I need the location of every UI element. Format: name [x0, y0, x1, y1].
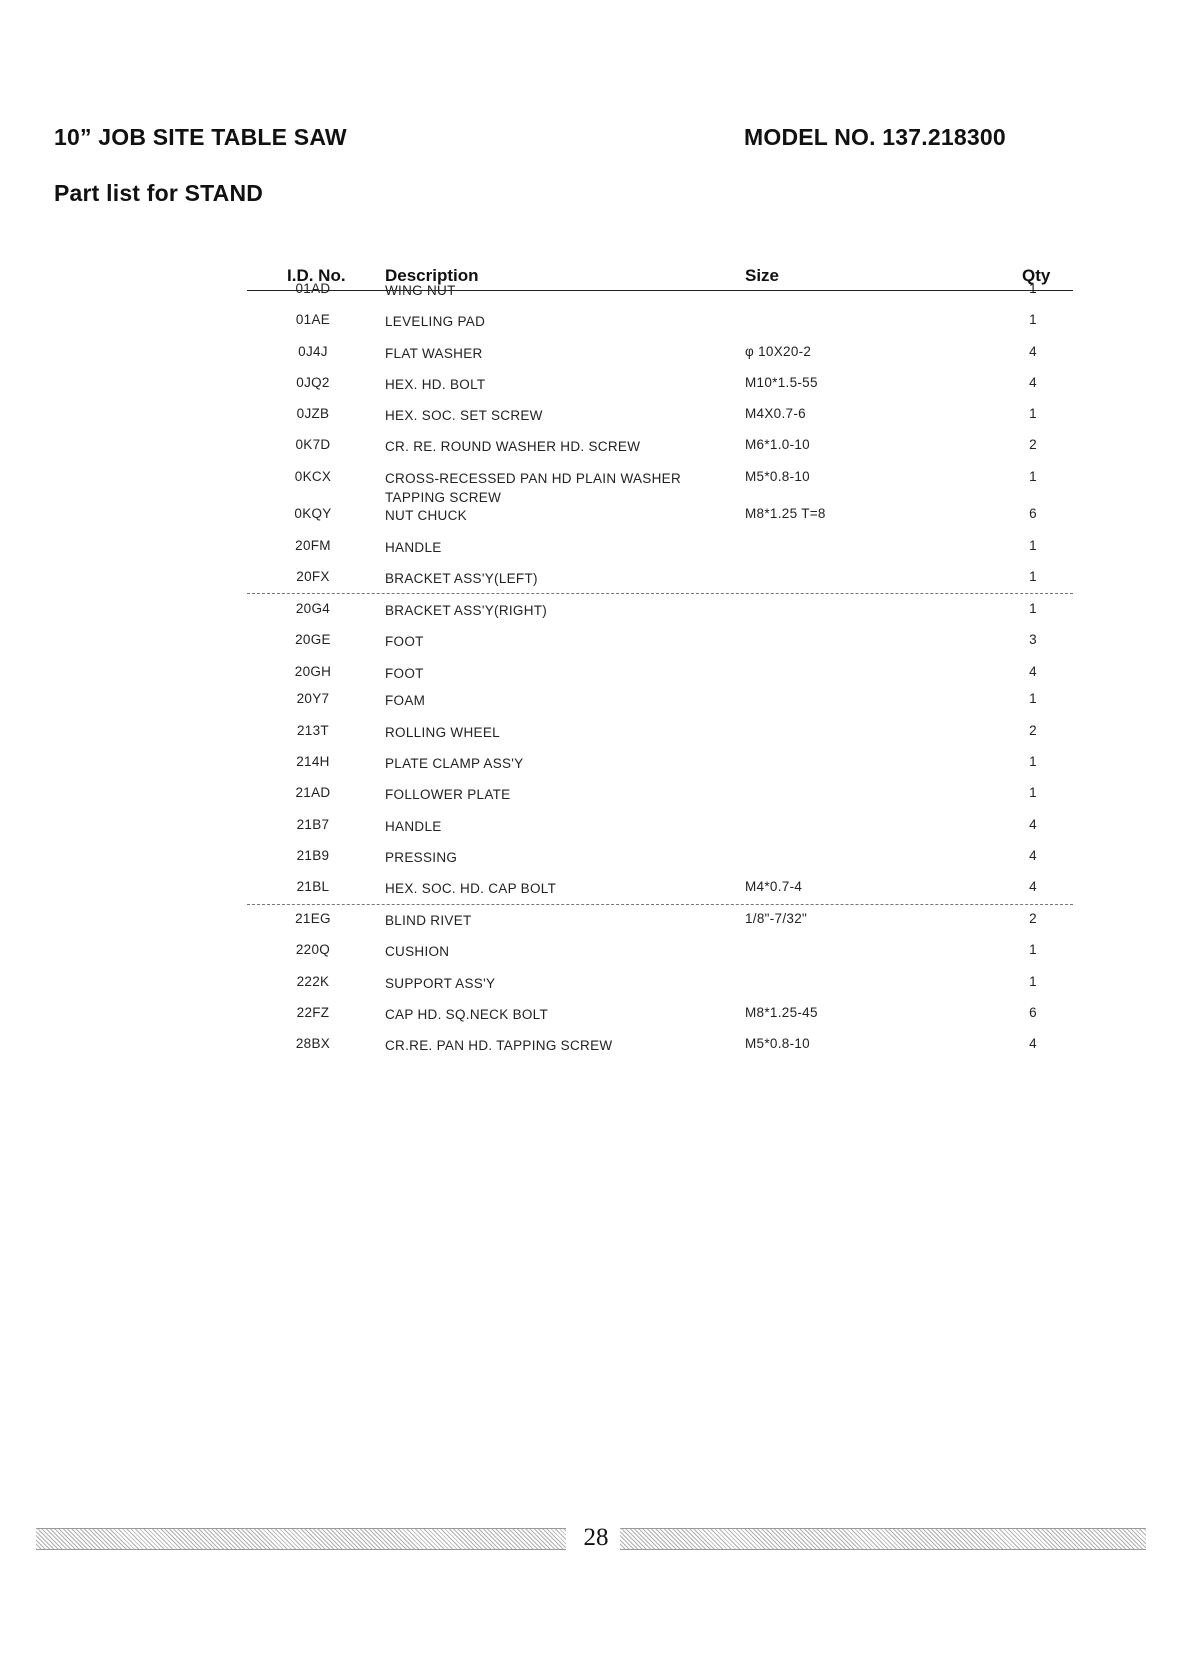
part-description: CR. RE. ROUND WASHER HD. SCREW: [385, 439, 641, 454]
part-id: 20G4: [295, 601, 331, 616]
part-size: M6*1.0-10: [745, 437, 810, 452]
part-id: 20GE: [295, 632, 331, 647]
part-size: 1/8"-7/32": [745, 911, 808, 926]
part-id: 20FM: [295, 538, 331, 553]
part-description: CR.RE. PAN HD. TAPPING SCREW: [385, 1038, 613, 1053]
part-size: M5*0.8-10: [745, 1036, 810, 1051]
part-qty: 1: [1029, 281, 1037, 296]
part-qty: 1: [1029, 942, 1037, 957]
part-size: φ 10X20-2: [745, 344, 812, 359]
part-qty: 1: [1029, 538, 1037, 553]
part-description: SUPPORT ASS'Y: [385, 976, 496, 991]
part-qty: 6: [1029, 1005, 1037, 1020]
part-description: CUSHION: [385, 944, 450, 959]
part-description: PRESSING: [385, 850, 458, 865]
part-description: HEX. SOC. SET SCREW: [385, 408, 543, 423]
part-qty: 1: [1029, 691, 1037, 706]
model-number: MODEL NO. 137.218300: [744, 124, 1006, 150]
part-qty: 4: [1029, 848, 1037, 863]
part-id: 01AD: [295, 281, 331, 296]
part-qty: 4: [1029, 1036, 1037, 1051]
part-size: M8*1.25-45: [745, 1005, 818, 1020]
part-id: 22FZ: [296, 1005, 330, 1020]
part-size: M8*1.25 T=8: [745, 506, 826, 521]
part-description: CAP HD. SQ.NECK BOLT: [385, 1007, 549, 1022]
column-header-qty: Qty: [1022, 266, 1051, 285]
part-size: M4*0.7-4: [745, 879, 803, 894]
part-description: WING NUT: [385, 283, 456, 298]
part-id: 01AE: [295, 312, 331, 327]
part-id: 213T: [297, 723, 329, 738]
part-id: 20FX: [296, 569, 330, 584]
part-id: 0J4J: [298, 344, 328, 359]
part-qty: 1: [1029, 754, 1037, 769]
part-qty: 4: [1029, 344, 1037, 359]
part-description: FOLLOWER PLATE: [385, 787, 511, 802]
part-description: HEX. HD. BOLT: [385, 377, 486, 392]
part-description: LEVELING PAD: [385, 314, 486, 329]
part-description: BRACKET ASS'Y(LEFT): [385, 571, 538, 586]
parts-table: [247, 262, 1073, 1053]
part-qty: 1: [1029, 569, 1037, 584]
part-description: HANDLE: [385, 540, 442, 555]
part-size: M4X0.7-6: [745, 406, 806, 421]
page-footer: [36, 1526, 1146, 1550]
page-number: 28: [583, 1524, 609, 1551]
footer-pattern-right: [620, 1528, 1146, 1550]
part-size: M5*0.8-10: [745, 469, 810, 484]
part-qty: 1: [1029, 406, 1037, 421]
part-id: 21AD: [295, 785, 331, 800]
part-qty: 1: [1029, 312, 1037, 327]
row-divider: [247, 904, 1073, 905]
part-qty: 2: [1029, 723, 1037, 738]
part-id: 220Q: [295, 942, 331, 957]
part-qty: 2: [1029, 911, 1037, 926]
part-id: 0JQ2: [296, 375, 330, 390]
part-id: 0K7D: [295, 437, 331, 452]
part-id: 21B9: [296, 848, 330, 863]
part-description: FLAT WASHER: [385, 346, 483, 361]
part-qty: 4: [1029, 879, 1037, 894]
part-description: FOOT: [385, 634, 424, 649]
part-description: BRACKET ASS'Y(RIGHT): [385, 603, 548, 618]
part-id: 21B7: [296, 817, 330, 832]
part-id: 222K: [296, 974, 330, 989]
part-size: M10*1.5-55: [745, 375, 818, 390]
part-description: FOAM: [385, 693, 426, 708]
part-qty: 2: [1029, 437, 1037, 452]
column-header-size: Size: [745, 266, 780, 285]
row-divider: [247, 593, 1073, 594]
part-description: BLIND RIVET: [385, 913, 472, 928]
part-description: ROLLING WHEEL: [385, 725, 500, 740]
part-id: 0KQY: [294, 506, 332, 521]
part-id: 21BL: [296, 879, 330, 894]
document-title: 10” JOB SITE TABLE SAW: [54, 124, 347, 150]
part-qty: 6: [1029, 506, 1037, 521]
part-qty: 1: [1029, 601, 1037, 616]
part-id: 20Y7: [296, 691, 330, 706]
part-qty: 4: [1029, 664, 1037, 679]
part-description: CROSS-RECESSED PAN HD PLAIN WASHER TAPPING SCREW: [385, 471, 682, 505]
part-id: 214H: [296, 754, 330, 769]
part-id: 28BX: [295, 1036, 331, 1051]
part-qty: 4: [1029, 817, 1037, 832]
part-id: 0KCX: [294, 469, 332, 484]
footer-pattern-left: [36, 1528, 566, 1550]
part-description: FOOT: [385, 666, 424, 681]
column-header-id: I.D. No.: [287, 266, 346, 285]
part-description: HANDLE: [385, 819, 442, 834]
part-description: HEX. SOC. HD. CAP BOLT: [385, 881, 557, 896]
column-header-description: Description: [385, 266, 479, 285]
part-description: NUT CHUCK: [385, 508, 467, 523]
part-qty: 1: [1029, 785, 1037, 800]
part-qty: 3: [1029, 632, 1037, 647]
part-description: PLATE CLAMP ASS'Y: [385, 756, 524, 771]
part-id: 20GH: [294, 664, 332, 679]
section-title: Part list for STAND: [54, 180, 264, 206]
part-qty: 1: [1029, 974, 1037, 989]
part-qty: 1: [1029, 469, 1037, 484]
part-qty: 4: [1029, 375, 1037, 390]
part-id: 0JZB: [296, 406, 330, 421]
part-id: 21EG: [295, 911, 331, 926]
